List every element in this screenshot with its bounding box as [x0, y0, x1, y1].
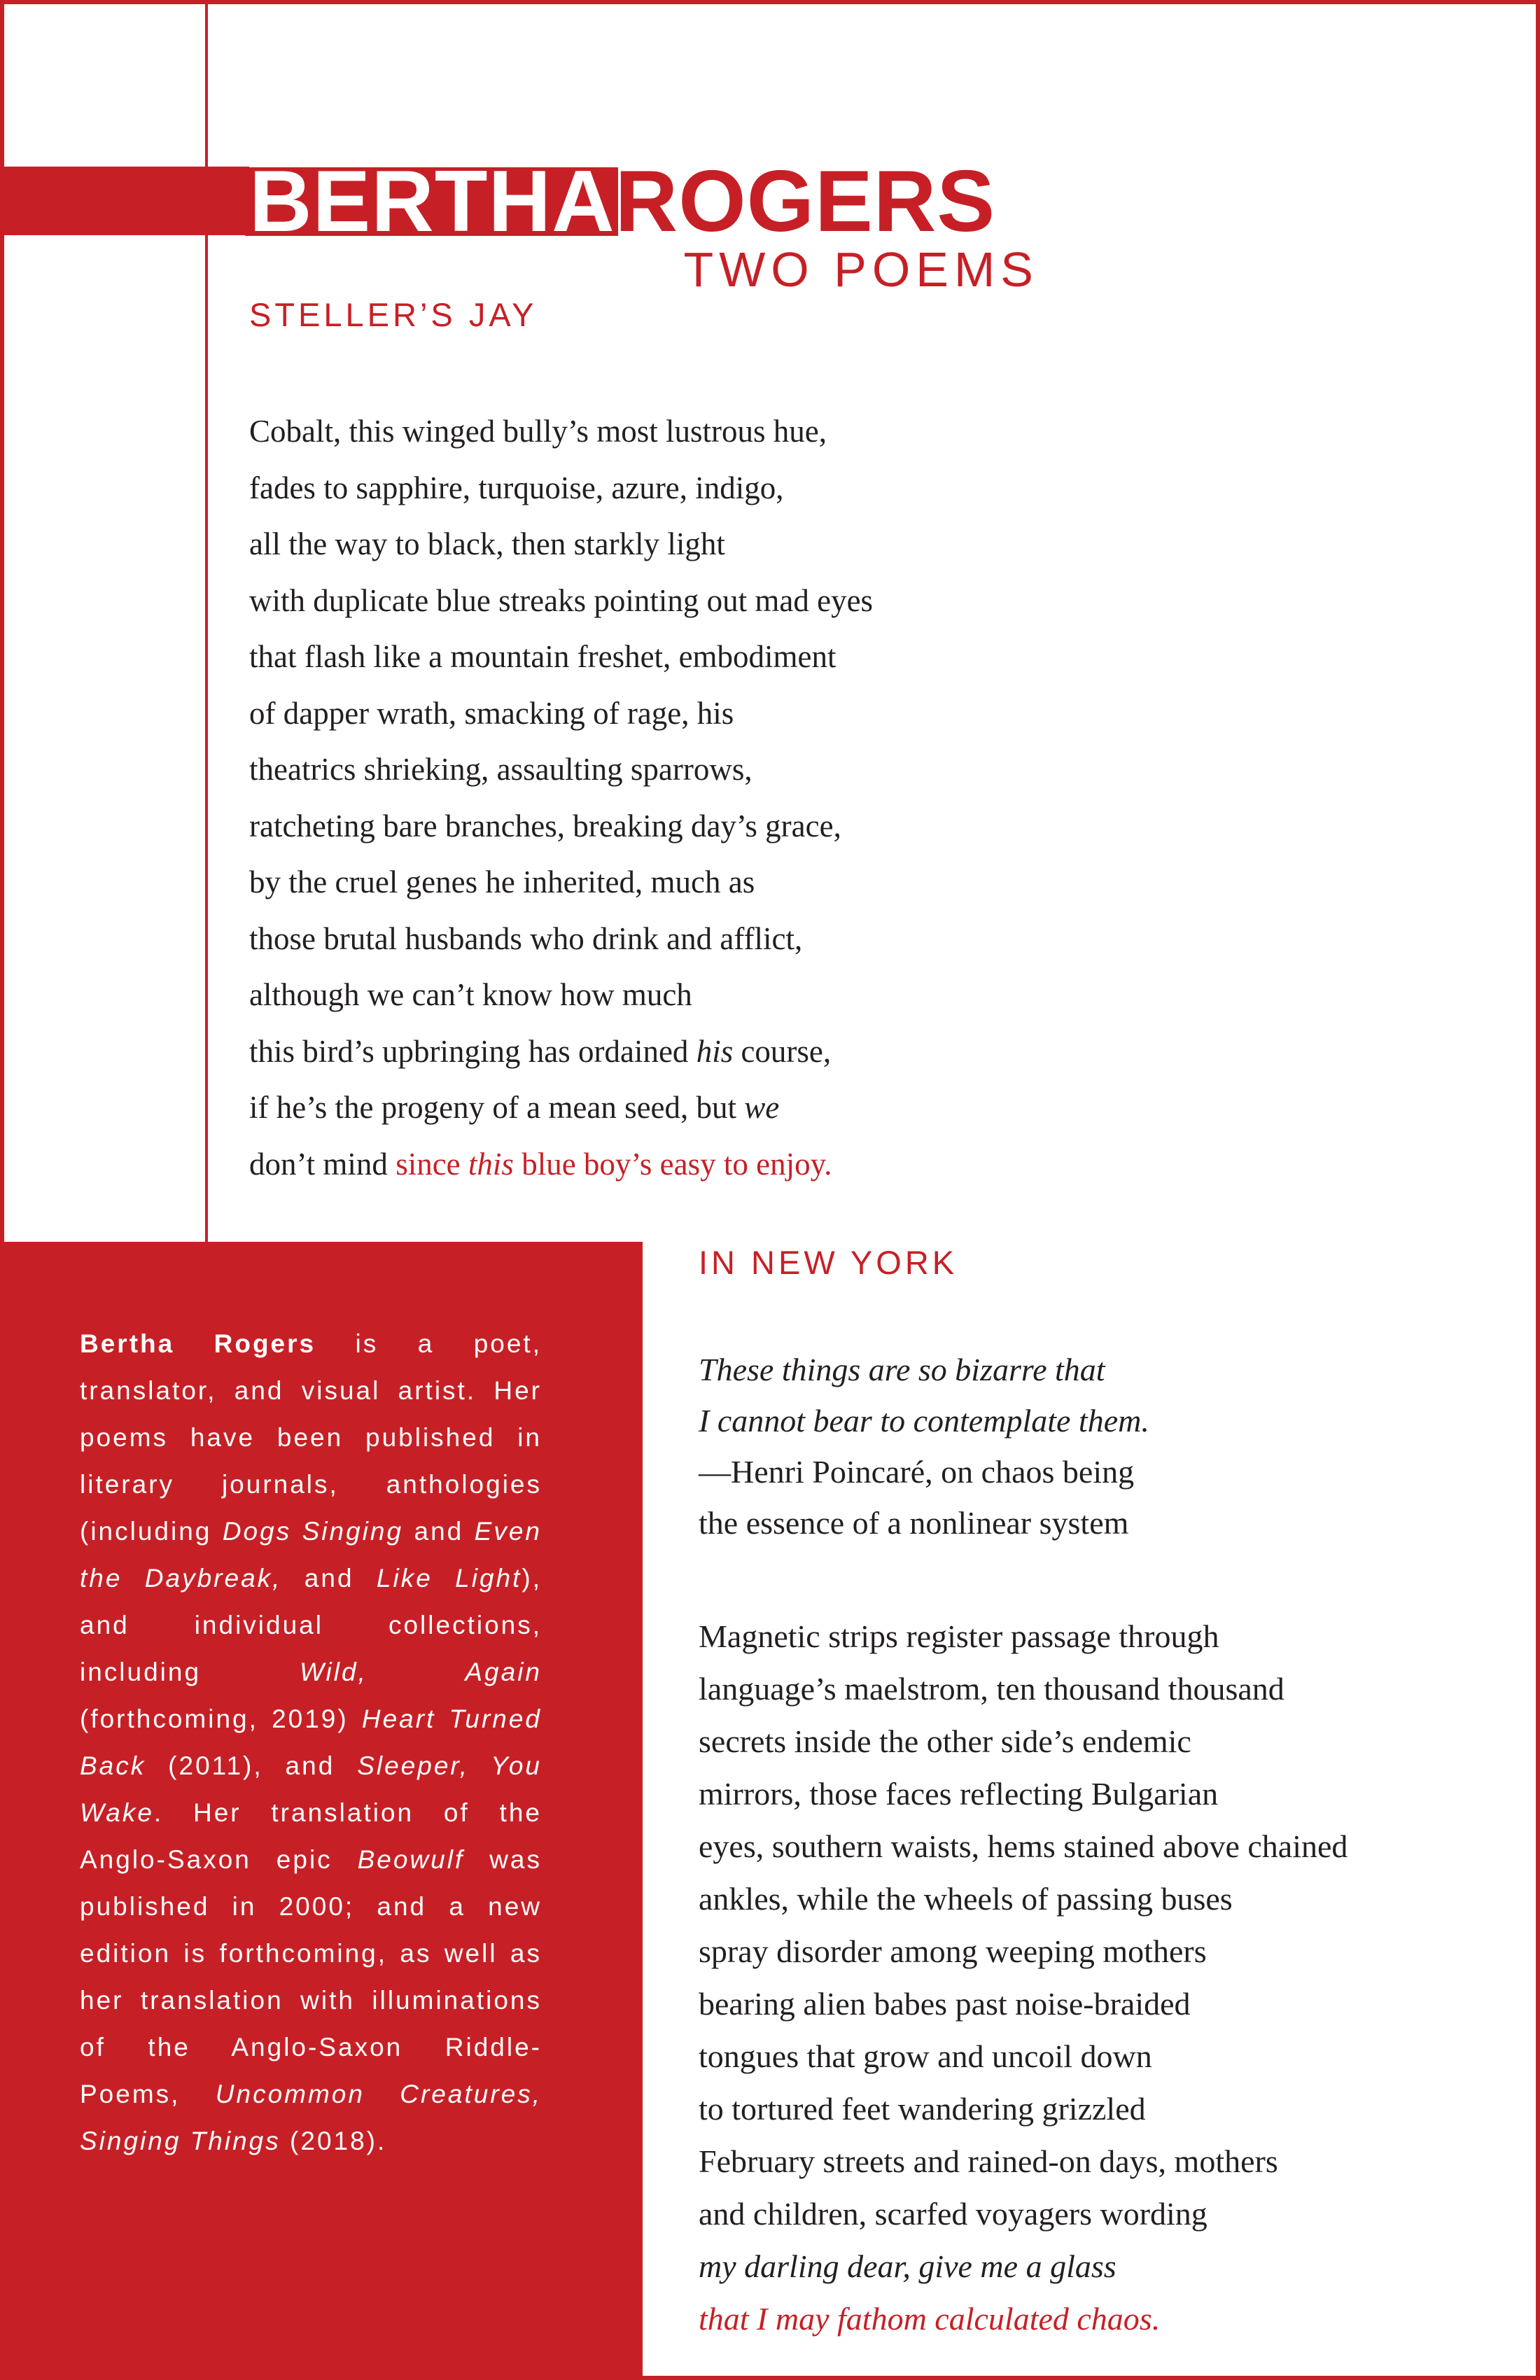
poem-line: mirrors, those faces reflecting Bulgarian	[699, 1776, 1219, 1812]
poem-line: those brutal husbands who drink and afflict,	[249, 920, 803, 956]
poem-line: although we can’t know how much	[249, 977, 692, 1012]
poem-line: Magnetic strips register passage through	[699, 1618, 1219, 1654]
poem-line: spray disorder among weeping mothers	[699, 1933, 1207, 1969]
epigraph-attribution: the essence of a nonlinear system	[699, 1505, 1129, 1541]
poem-line: ratcheting bare branches, breaking day’s grace,	[249, 808, 841, 844]
author-last-name: ROGERS	[615, 153, 996, 250]
epigraph-line: These things are so bizarre that	[699, 1352, 1105, 1387]
poem-line: February streets and rained-on days, mothers	[699, 2143, 1278, 2179]
poem-line: fades to sapphire, turquoise, azure, indigo,	[249, 470, 784, 505]
poem-line-final: that I may fathom calculated chaos.	[699, 2301, 1161, 2337]
poem-title-stellers-jay: STELLER’S JAY	[249, 296, 538, 333]
title-bar	[0, 167, 249, 235]
subtitle: TWO POEMS	[683, 242, 1039, 297]
poem-line: Cobalt, this winged bully’s most lustrous hue,	[249, 414, 827, 449]
epigraph-line: I cannot bear to contemplate them.	[699, 1403, 1149, 1438]
poem-line: eyes, southern waists, hems stained above chained	[699, 1828, 1348, 1864]
poem-line: tongues that grow and uncoil down	[699, 2038, 1152, 2074]
poem-line: secrets inside the other side’s endemic	[699, 1723, 1191, 1759]
poem-line: if he’s the progeny of a mean seed, but we	[249, 1090, 780, 1125]
poem-stellers-jay	[249, 403, 873, 1192]
poem-line: to tortured feet wandering grizzled	[699, 2091, 1146, 2127]
poem-line-final: don’t mind since this blue boy’s easy to enjoy.	[249, 1146, 832, 1182]
poem-line-italic: my darling dear, give me a glass	[699, 2248, 1116, 2284]
author-name	[249, 153, 995, 251]
bio-author-name: Bertha Rogers	[80, 1329, 316, 1358]
poem-line: language’s maelstrom, ten thousand thousand	[699, 1671, 1284, 1707]
poem-line: by the cruel genes he inherited, much as	[249, 864, 755, 899]
poem-line: bearing alien babes past noise-braided	[699, 1986, 1191, 2022]
poem-line: ankles, while the wheels of passing buses	[699, 1881, 1233, 1917]
poem-line: and children, scarfed voyagers wording	[699, 2196, 1208, 2232]
poem-line: of dapper wrath, smacking of rage, his	[249, 695, 734, 731]
poem-title-in-new-york: IN NEW YORK	[699, 1244, 958, 1281]
poem-line: this bird’s upbringing has ordained his course,	[249, 1033, 832, 1069]
poem-line: theatrics shrieking, assaulting sparrows,	[249, 752, 752, 787]
epigraph-attribution: —Henri Poincaré, on chaos being	[699, 1454, 1135, 1490]
author-first-name: BERTHA	[249, 153, 615, 250]
poem-line: that flash like a mountain freshet, embodiment	[249, 639, 836, 674]
poem-in-new-york	[699, 1610, 1348, 2345]
author-bio: Bertha Rogers is a poet, translator, and visual artist. Her poems have been published in literary journals, anthologies (including Dogs Singing and Even the Daybreak, and Like Light), and individual collections, including Wild, Again (forthcoming, 2019) Heart Turned Back (2011), and Sleeper, You Wake. Her translation of the Anglo-Saxon epic Beowulf was published in 2000; and a new edition is forthcoming, as well as her translation with illuminations of the Anglo-Saxon Riddle-Poems, Uncommon Creatures, Singing Things (2018).	[80, 1329, 542, 2155]
poem-line: with duplicate blue streaks pointing out mad eyes	[249, 582, 874, 618]
poem-line: all the way to black, then starkly light	[249, 526, 725, 561]
epigraph	[699, 1344, 1149, 1548]
